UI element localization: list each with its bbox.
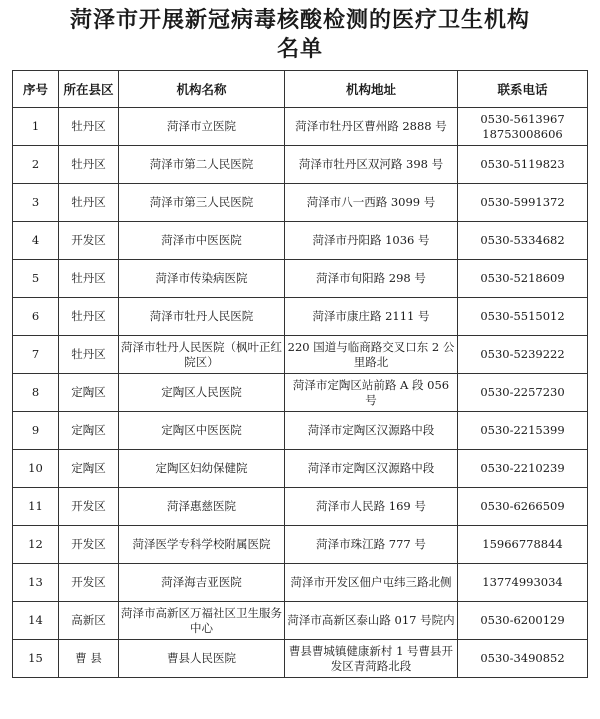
phone-number: 0530-2210239 xyxy=(480,461,565,475)
row-index: 1 xyxy=(13,108,59,146)
row-district: 开发区 xyxy=(59,488,119,526)
document-title xyxy=(0,6,600,64)
phone-number: 0530-2215399 xyxy=(480,423,565,437)
row-district: 曹 县 xyxy=(59,640,119,678)
table-header-row xyxy=(13,71,588,108)
table-row xyxy=(13,526,588,564)
row-index: 9 xyxy=(13,412,59,450)
header-index: 序号 xyxy=(13,71,59,108)
row-district: 牡丹区 xyxy=(59,298,119,336)
table-row xyxy=(13,184,588,222)
row-district: 牡丹区 xyxy=(59,336,119,374)
row-phone xyxy=(458,564,588,602)
row-phone xyxy=(458,184,588,222)
phone-number: 0530-5991372 xyxy=(480,195,565,209)
table-row xyxy=(13,298,588,336)
row-institution-name: 菏泽海吉亚医院 xyxy=(119,564,285,602)
table-row xyxy=(13,374,588,412)
row-institution-name: 菏泽市高新区万福社区卫生服务中心 xyxy=(119,602,285,640)
row-phone xyxy=(458,336,588,374)
row-index: 5 xyxy=(13,260,59,298)
row-index: 11 xyxy=(13,488,59,526)
header-phone: 联系电话 xyxy=(458,71,588,108)
row-index: 14 xyxy=(13,602,59,640)
row-address: 菏泽市八一西路 3099 号 xyxy=(285,184,458,222)
header-address: 机构地址 xyxy=(285,71,458,108)
row-index: 10 xyxy=(13,450,59,488)
row-district: 牡丹区 xyxy=(59,260,119,298)
row-phone xyxy=(458,412,588,450)
row-address: 菏泽市定陶区汉源路中段 xyxy=(285,450,458,488)
table-row xyxy=(13,336,588,374)
row-address: 菏泽市旬阳路 298 号 xyxy=(285,260,458,298)
row-district: 定陶区 xyxy=(59,450,119,488)
row-index: 8 xyxy=(13,374,59,412)
row-index: 13 xyxy=(13,564,59,602)
row-address: 曹县曹城镇健康新村 1 号曹县开发区青菏路北段 xyxy=(285,640,458,678)
row-institution-name: 菏泽市牡丹人民医院（枫叶正红院区） xyxy=(119,336,285,374)
row-institution-name: 定陶区人民医院 xyxy=(119,374,285,412)
row-phone xyxy=(458,260,588,298)
row-address: 菏泽市定陶区站前路 A 段 056 号 xyxy=(285,374,458,412)
table-body xyxy=(13,108,588,678)
row-district: 开发区 xyxy=(59,564,119,602)
table-row xyxy=(13,450,588,488)
row-district: 开发区 xyxy=(59,526,119,564)
row-institution-name: 定陶区妇幼保健院 xyxy=(119,450,285,488)
row-phone xyxy=(458,108,588,146)
row-institution-name: 菏泽市牡丹人民医院 xyxy=(119,298,285,336)
row-phone xyxy=(458,374,588,412)
phone-number: 0530-2257230 xyxy=(480,385,565,399)
phone-number: 0530-5613967 xyxy=(480,111,565,126)
table-row xyxy=(13,412,588,450)
row-institution-name: 定陶区中医医院 xyxy=(119,412,285,450)
row-institution-name: 菏泽惠慈医院 xyxy=(119,488,285,526)
table-row xyxy=(13,260,588,298)
row-address: 菏泽市牡丹区双河路 398 号 xyxy=(285,146,458,184)
row-index: 12 xyxy=(13,526,59,564)
phone-number: 0530-5119823 xyxy=(480,157,565,171)
row-phone xyxy=(458,450,588,488)
table-row xyxy=(13,146,588,184)
phone-number: 18753008606 xyxy=(482,126,563,141)
row-address: 菏泽市开发区佃户屯纬三路北侧 xyxy=(285,564,458,602)
table-row xyxy=(13,564,588,602)
table-row xyxy=(13,640,588,678)
row-index: 4 xyxy=(13,222,59,260)
header-district: 所在县区 xyxy=(59,71,119,108)
phone-number: 0530-6200129 xyxy=(480,613,565,627)
row-phone xyxy=(458,298,588,336)
row-phone xyxy=(458,526,588,564)
row-address: 菏泽市丹阳路 1036 号 xyxy=(285,222,458,260)
table-row xyxy=(13,108,588,146)
row-index: 3 xyxy=(13,184,59,222)
row-district: 开发区 xyxy=(59,222,119,260)
title-line-2: 名单 xyxy=(276,37,323,62)
row-index: 2 xyxy=(13,146,59,184)
row-index: 7 xyxy=(13,336,59,374)
row-district: 牡丹区 xyxy=(59,108,119,146)
row-district: 牡丹区 xyxy=(59,146,119,184)
row-phone xyxy=(458,222,588,260)
row-address: 220 国道与临商路交叉口东 2 公里路北 xyxy=(285,336,458,374)
row-address: 菏泽市康庄路 2111 号 xyxy=(285,298,458,336)
row-index: 6 xyxy=(13,298,59,336)
institution-table xyxy=(12,70,588,678)
row-phone xyxy=(458,602,588,640)
table-row xyxy=(13,488,588,526)
row-phone xyxy=(458,640,588,678)
row-district: 定陶区 xyxy=(59,374,119,412)
row-address: 菏泽市定陶区汉源路中段 xyxy=(285,412,458,450)
phone-number: 0530-3490852 xyxy=(480,651,565,665)
row-phone xyxy=(458,488,588,526)
table-row xyxy=(13,222,588,260)
row-institution-name: 菏泽市第三人民医院 xyxy=(119,184,285,222)
row-address: 菏泽市高新区泰山路 017 号院内 xyxy=(285,602,458,640)
phone-number: 0530-5239222 xyxy=(480,347,565,361)
title-line-1: 菏泽市开展新冠病毒核酸检测的医疗卫生机构 xyxy=(69,8,530,33)
table-row xyxy=(13,602,588,640)
row-institution-name: 菏泽市立医院 xyxy=(119,108,285,146)
phone-number: 0530-6266509 xyxy=(480,499,565,513)
row-address: 菏泽市珠江路 777 号 xyxy=(285,526,458,564)
phone-number: 13774993034 xyxy=(482,575,563,589)
row-address: 菏泽市牡丹区曹州路 2888 号 xyxy=(285,108,458,146)
row-district: 定陶区 xyxy=(59,412,119,450)
row-district: 牡丹区 xyxy=(59,184,119,222)
row-address: 菏泽市人民路 169 号 xyxy=(285,488,458,526)
phone-number: 0530-5515012 xyxy=(480,309,565,323)
phone-number: 15966778844 xyxy=(482,537,563,551)
row-institution-name: 菏泽市传染病医院 xyxy=(119,260,285,298)
row-index: 15 xyxy=(13,640,59,678)
row-institution-name: 菏泽市中医医院 xyxy=(119,222,285,260)
row-institution-name: 菏泽医学专科学校附属医院 xyxy=(119,526,285,564)
row-institution-name: 曹县人民医院 xyxy=(119,640,285,678)
phone-number: 0530-5334682 xyxy=(480,233,565,247)
row-institution-name: 菏泽市第二人民医院 xyxy=(119,146,285,184)
header-name: 机构名称 xyxy=(119,71,285,108)
row-phone xyxy=(458,146,588,184)
row-district: 高新区 xyxy=(59,602,119,640)
phone-number: 0530-5218609 xyxy=(480,271,565,285)
